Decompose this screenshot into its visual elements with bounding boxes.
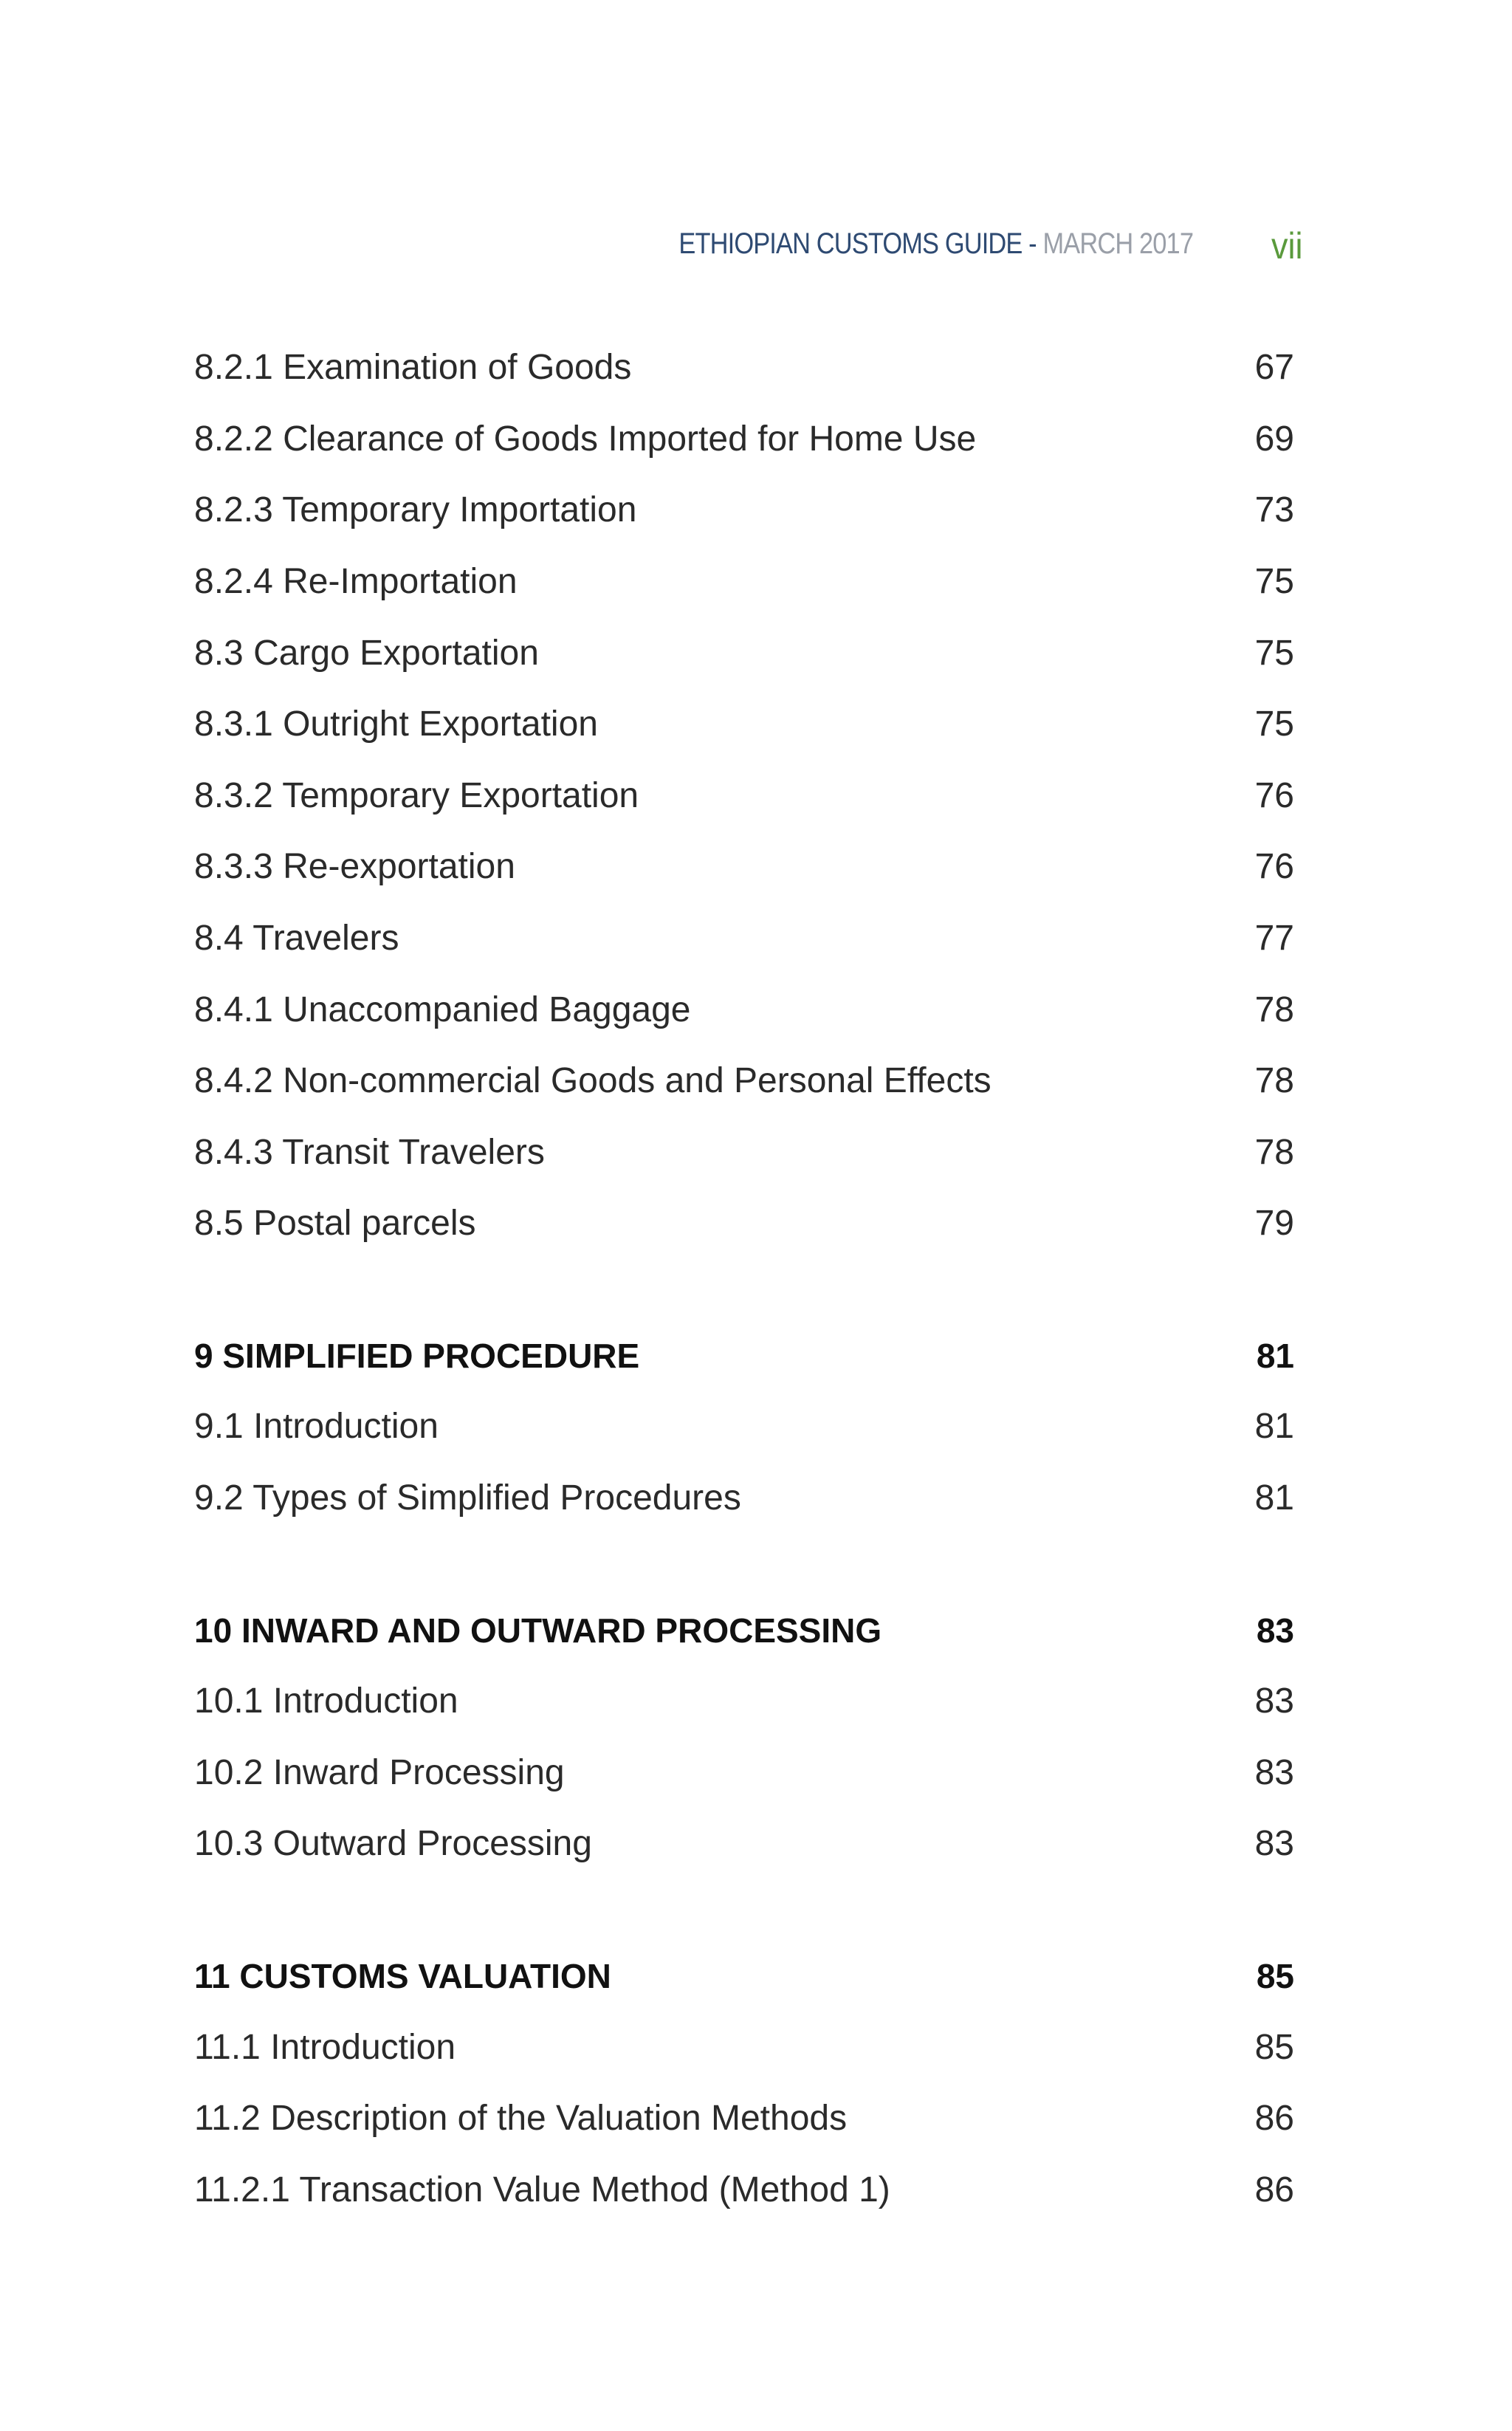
header-date: MARCH 2017 bbox=[1042, 227, 1193, 260]
toc-section-row[interactable] bbox=[194, 631, 1294, 676]
toc-section-row[interactable] bbox=[194, 560, 1294, 604]
toc-entry-page-number: 83 bbox=[1254, 1681, 1294, 1721]
toc-section-row[interactable] bbox=[194, 988, 1294, 1032]
toc-entry-page-number: 86 bbox=[1254, 2170, 1294, 2209]
toc-entry-page-number: 78 bbox=[1254, 1133, 1294, 1172]
toc-chapter-row[interactable] bbox=[194, 1608, 1294, 1653]
toc-entry-label: 8.3.3 Re-exportation bbox=[194, 847, 515, 886]
running-header bbox=[0, 222, 1512, 273]
toc-entry-label: 8.5 Postal parcels bbox=[194, 1204, 476, 1243]
toc-entry-page-number: 75 bbox=[1254, 562, 1294, 601]
toc-section-row[interactable] bbox=[194, 488, 1294, 532]
toc-entry-page-number: 83 bbox=[1254, 1824, 1294, 1863]
toc-entry-label: 10.2 Inward Processing bbox=[194, 1753, 565, 1792]
toc-section-row[interactable] bbox=[194, 2026, 1294, 2070]
toc-entry-label: 8.4.3 Transit Travelers bbox=[194, 1133, 545, 1172]
toc-entry-label: 11.1 Introduction bbox=[194, 2028, 456, 2067]
toc-section-row[interactable] bbox=[194, 1476, 1294, 1520]
toc-section-row[interactable] bbox=[194, 1679, 1294, 1724]
toc-entry-page-number: 83 bbox=[1256, 1611, 1294, 1650]
toc-section-row[interactable] bbox=[194, 2096, 1294, 2141]
toc-entry-label: 8.2.3 Temporary Importation bbox=[194, 490, 637, 529]
toc-entry-page-number: 69 bbox=[1254, 419, 1294, 459]
toc-entry-label: 8.2.4 Re-Importation bbox=[194, 562, 518, 601]
toc-section-row[interactable] bbox=[194, 1201, 1294, 1246]
toc-entry-page-number: 67 bbox=[1254, 348, 1294, 387]
toc-entry-label: 11.2.1 Transaction Value Method (Method 1) bbox=[194, 2170, 890, 2209]
toc-entry-label: 8.4 Travelers bbox=[194, 919, 399, 958]
toc-chapter-row[interactable] bbox=[194, 1334, 1294, 1378]
toc-entry-label: 10.3 Outward Processing bbox=[194, 1824, 592, 1863]
toc-entry-label: 8.4.2 Non-commercial Goods and Personal Effects bbox=[194, 1061, 992, 1100]
toc-section-row[interactable] bbox=[194, 1059, 1294, 1103]
toc-entry-label: 9 SIMPLIFIED PROCEDURE bbox=[194, 1337, 640, 1375]
toc-entry-page-number: 75 bbox=[1254, 634, 1294, 673]
toc-entry-page-number: 86 bbox=[1254, 2099, 1294, 2138]
toc-entry-page-number: 79 bbox=[1254, 1204, 1294, 1243]
toc-section-row[interactable] bbox=[194, 702, 1294, 747]
toc-section-row[interactable] bbox=[194, 916, 1294, 961]
toc-entry-page-number: 81 bbox=[1254, 1407, 1294, 1446]
toc-entry-label: 10 INWARD AND OUTWARD PROCESSING bbox=[194, 1611, 882, 1650]
toc-section-row[interactable] bbox=[194, 1131, 1294, 1175]
toc-entry-label: 8.2.1 Examination of Goods bbox=[194, 348, 632, 387]
toc-entry-label: 11.2 Description of the Valuation Methods bbox=[194, 2099, 848, 2138]
toc-entry-page-number: 78 bbox=[1254, 990, 1294, 1029]
toc-entry-page-number: 83 bbox=[1254, 1753, 1294, 1792]
header-guide-title: ETHIOPIAN CUSTOMS GUIDE bbox=[678, 227, 1023, 260]
toc-section-row[interactable] bbox=[194, 1405, 1294, 1449]
toc-entry-label: 8.4.1 Unaccompanied Baggage bbox=[194, 990, 691, 1029]
toc-entry-page-number: 76 bbox=[1254, 847, 1294, 886]
toc-entry-page-number: 76 bbox=[1254, 776, 1294, 815]
page-number: vii bbox=[1271, 225, 1303, 267]
toc-section-row[interactable] bbox=[194, 1751, 1294, 1795]
header-separator: - bbox=[1022, 227, 1043, 260]
toc-section-row[interactable] bbox=[194, 417, 1294, 462]
toc-entry-label: 9.2 Types of Simplified Procedures bbox=[194, 1478, 741, 1518]
toc-entry-page-number: 75 bbox=[1254, 704, 1294, 744]
toc-section-row[interactable] bbox=[194, 845, 1294, 889]
toc-entry-page-number: 81 bbox=[1254, 1478, 1294, 1518]
toc-entry-label: 11 CUSTOMS VALUATION bbox=[194, 1957, 611, 1995]
toc-section-row[interactable] bbox=[194, 774, 1294, 818]
toc-entry-page-number: 85 bbox=[1254, 2028, 1294, 2067]
toc-entry-label: 8.2.2 Clearance of Goods Imported for Home Use bbox=[194, 419, 977, 459]
toc-entry-label: 10.1 Introduction bbox=[194, 1681, 458, 1721]
toc-section-row[interactable] bbox=[194, 346, 1294, 390]
toc-entry-page-number: 81 bbox=[1256, 1337, 1294, 1375]
toc-entry-label: 8.3 Cargo Exportation bbox=[194, 634, 539, 673]
header-title bbox=[678, 227, 1193, 261]
toc-entry-page-number: 77 bbox=[1254, 919, 1294, 958]
toc-entry-label: 9.1 Introduction bbox=[194, 1407, 439, 1446]
toc-entry-page-number: 78 bbox=[1254, 1061, 1294, 1100]
toc-entry-page-number: 73 bbox=[1254, 490, 1294, 529]
toc-entry-label: 8.3.1 Outright Exportation bbox=[194, 704, 598, 744]
toc-chapter-row[interactable] bbox=[194, 1954, 1294, 1998]
toc-section-row[interactable] bbox=[194, 1822, 1294, 1866]
toc-entry-label: 8.3.2 Temporary Exportation bbox=[194, 776, 639, 815]
toc-section-row[interactable] bbox=[194, 2168, 1294, 2212]
toc-entry-page-number: 85 bbox=[1256, 1957, 1294, 1995]
